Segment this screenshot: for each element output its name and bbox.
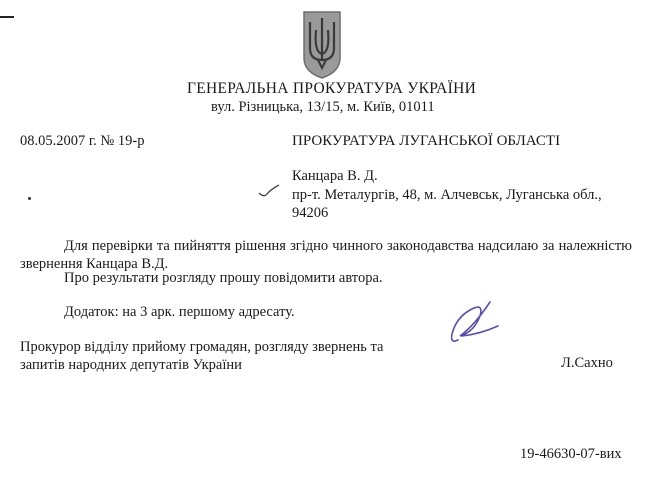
corner-mark [0,16,14,18]
header-title: ГЕНЕРАЛЬНА ПРОКУРАТУРА УКРАЇНИ [187,80,477,97]
body-paragraph-1: Для перевірки та пийняття рішення згідно чинного законодавства надсилаю за належністю звернення Канцара В.Д. [20,238,632,272]
check-mark-icon [257,183,281,199]
recipient-address-line2: 94206 [292,205,329,221]
recipient-organization: ПРОКУРАТУРА ЛУГАНСЬКОЇ ОБЛАСТІ [292,133,561,149]
ink-dot [28,197,31,200]
signer-name: Л.Сахно [561,355,613,371]
attachment-note: Додаток: на 3 арк. першому адресату. [64,304,295,320]
registration-number: 19-46630-07-вих [520,446,622,462]
signer-position: Прокурор відділу прийому громадян, розгляду звернень та запитів народних депутатів України [20,339,384,373]
document-date-number: 08.05.2007 г. № 19-р [20,133,145,149]
recipient-name: Канцара В. Д. [292,168,378,184]
recipient-address-line1: пр-т. Металургів, 48, м. Алчевськ, Луганська обл., [292,187,602,203]
body-paragraph-2: Про результати розгляду прошу повідомити автора. [64,270,383,286]
header-address: вул. Різницька, 13/15, м. Київ, 01011 [211,99,435,115]
trident-emblem-icon [300,8,344,80]
handwritten-signature [440,296,504,348]
